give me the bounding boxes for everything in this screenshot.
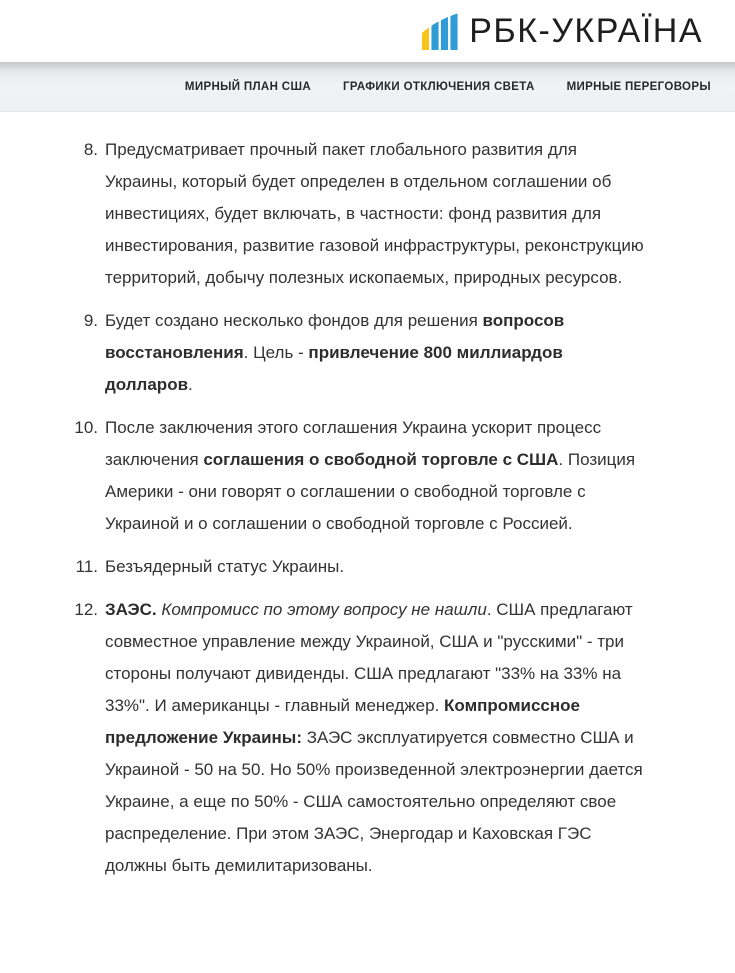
list-item-number: 11. [75, 557, 98, 576]
nav-item-2[interactable]: ГРАФИКИ ОТКЛЮЧЕНИЯ СВЕТА [343, 80, 535, 93]
article-content [0, 112, 735, 882]
list-item [64, 551, 735, 583]
list-item [64, 134, 735, 294]
list-item-number: 8. [83, 140, 98, 159]
list-item [64, 412, 735, 540]
list-item [64, 594, 735, 882]
nav-item-1[interactable]: МИРНЫЙ ПЛАН США [184, 80, 312, 93]
list-item-text: Предусматривает прочный пакет глобального развития для Украины, который будет определен в отдельном соглашении об инвестициях, будет включать, в частности: фонд развития для инвестирования, развитие газовой инфраструктуры, реконструкцию территорий, добычу полезных ископаемых, природных ресурсов. [105, 140, 644, 287]
nav-item-3[interactable]: МИРНЫЕ ПЕРЕГОВОРЫ [566, 80, 711, 93]
list-item [64, 305, 735, 401]
article-list [64, 134, 735, 882]
site-logo-text: РБК-УКРАЇНА [469, 11, 703, 50]
list-item-text: ЗАЭС. Компромисс по этому вопросу не нашли. США предлагают совместное управление между Украиной, США и "русскими" - три стороны получают дивиденды. США предлагают "33% на 33% на 33%". И американцы - главный менеджер. Компромиссное предложение Украины: ЗАЭС эксплуатируется совместно США и Украиной - 50 на 50. Но 50% произведенной электроэнергии дается Украине, а еще по 50% - США самостоятельно определяют свое распределение. При этом ЗАЭС, Энергодар и Каховская ГЭС должны быть демилитаризованы. [105, 600, 643, 875]
site-logo[interactable] [421, 12, 703, 51]
list-item-text: Будет создано несколько фондов для решения вопросов восстановления. Цель - привлечение 800 миллиардов долларов. [105, 311, 565, 394]
list-item-number: 9. [83, 311, 98, 330]
rbc-logo-icon [421, 12, 459, 50]
list-item-text: Безъядерный статус Украины. [105, 557, 345, 576]
list-item-text: После заключения этого соглашения Украина ускорит процесс заключения соглашения о свободной торговле с США. Позиция Америки - они говорят о соглашении о свободной торговле с Украиной и о соглашении о свободной торговле с Россией. [105, 418, 636, 533]
list-item-number: 12. [74, 600, 98, 619]
nav-list [0, 62, 735, 112]
site-header [0, 0, 735, 62]
list-item-number: 10. [74, 418, 98, 437]
